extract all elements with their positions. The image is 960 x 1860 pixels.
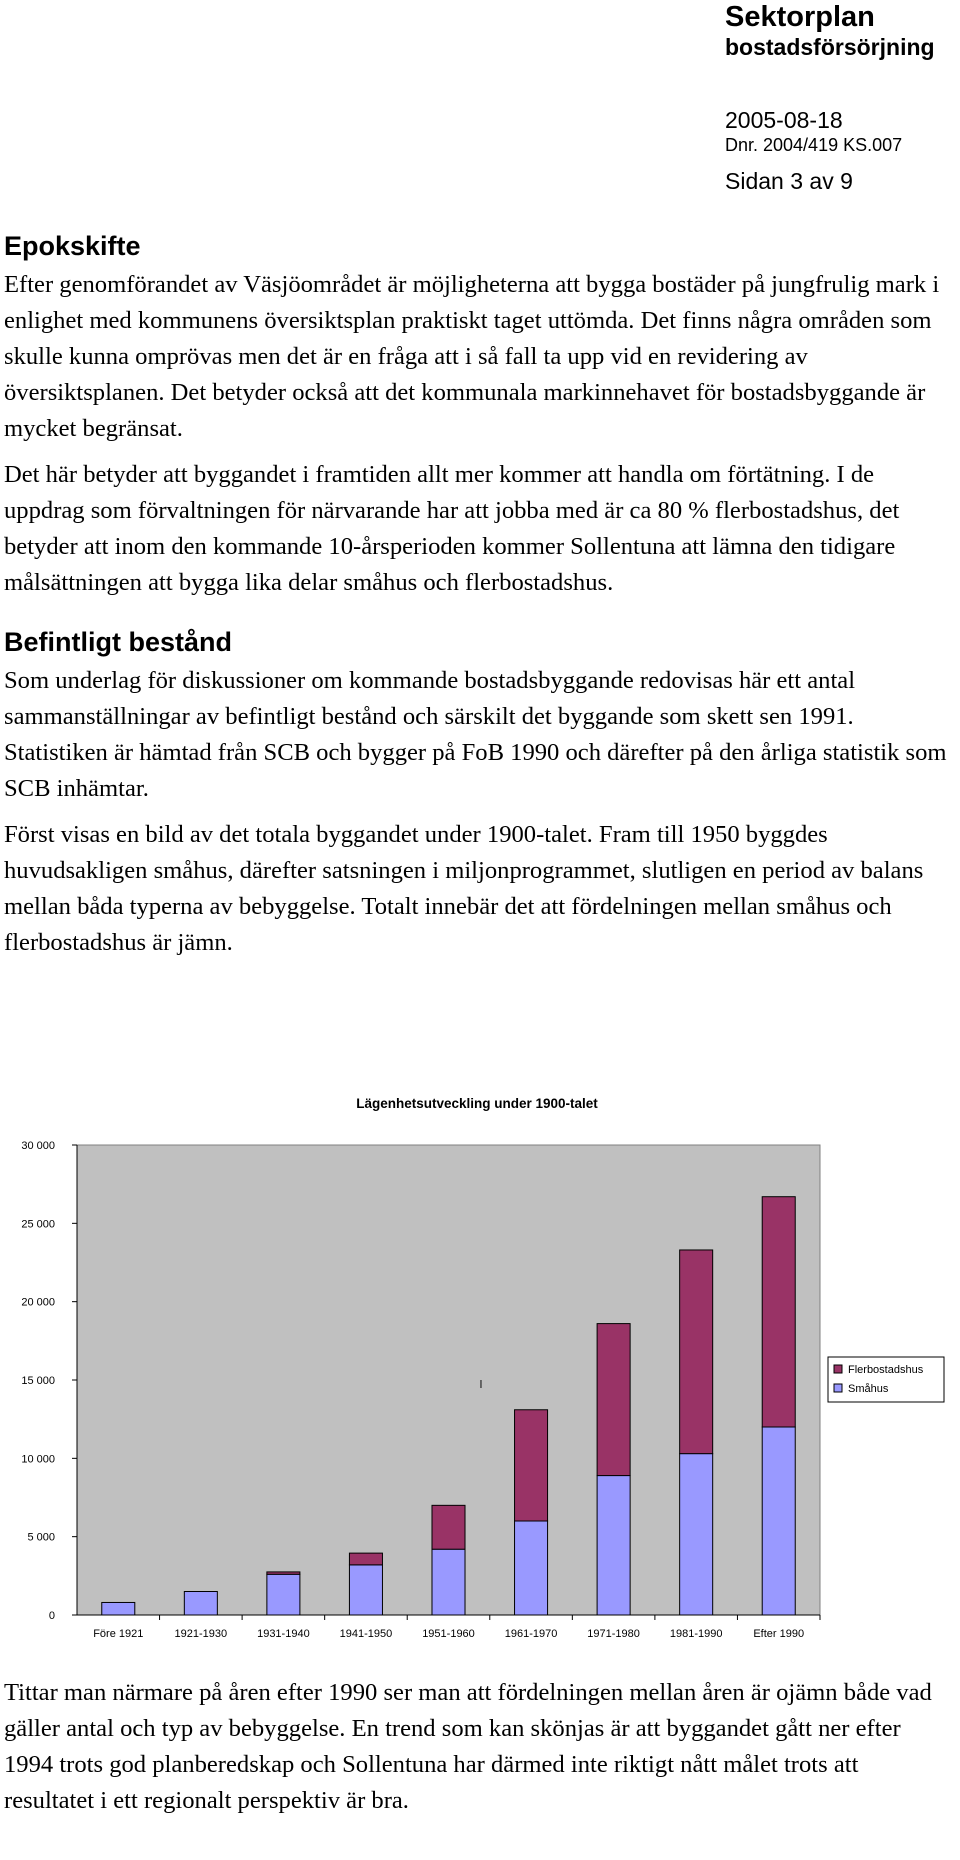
y-tick-label: 25 000 (21, 1218, 55, 1231)
legend-swatch (834, 1384, 842, 1392)
paragraph-befintligt-2: Först visas en bild av det totala byggandet under 1900-talet. Fram till 1950 byggdes huvudsakligen småhus, därefter satsningen i miljonprogrammet, slutligen en period av balans mellan båda typerna av bebyggelse. Totalt innebär det att fördelningen mellan småhus och flerbostadshus är jämn. (4, 821, 924, 956)
bar-segment (680, 1250, 713, 1454)
y-tick-label: 5 000 (27, 1531, 55, 1544)
paragraph-befintligt-1: Som underlag för diskussioner om kommande bostadsbyggande redovisas här ett antal sammanställningar av befintligt bestånd och särskilt det byggande som skett sen 1991. Statistiken är hämtad från SCB och bygger på FoB 1990 och därefter på den årliga statistik som SCB inhämtar. (4, 667, 947, 802)
document-title: Sektorplan (725, 1, 875, 33)
bar-segment (267, 1572, 300, 1574)
paragraph-closing: Tittar man närmare på åren efter 1990 ser man att fördelningen mellan åren är ojämn både vad gäller antal och typ av bebyggelse. En trend som kan skönjas är att byggandet gått ner efter 1994 trots god planberedskap och Sollentuna har därmed inte riktigt nått målet trots att resultatet i ett regionalt perspektiv är bra. (4, 1679, 932, 1814)
legend-label: Småhus (848, 1383, 889, 1395)
bar-segment (267, 1574, 300, 1615)
bar-chart-svg (0, 1085, 960, 1665)
document-body (4, 225, 949, 971)
section-heading-epokskifte: Epokskifte (4, 231, 141, 261)
y-tick-label: 10 000 (21, 1453, 55, 1466)
chart-annotation: l (479, 1379, 483, 1391)
x-tick-label: 1981-1990 (669, 1628, 723, 1640)
bar-segment (349, 1565, 382, 1615)
x-tick-label: 1951-1960 (422, 1628, 475, 1640)
x-tick-label: 1921-1930 (174, 1628, 228, 1640)
page-number: Sidan 3 av 9 (725, 168, 853, 194)
document-header (725, 0, 960, 196)
bar-segment (680, 1454, 713, 1615)
x-tick-label: 1931-1940 (257, 1628, 310, 1640)
chart (0, 1085, 960, 1665)
bar-segment (184, 1592, 217, 1616)
bar-segment (762, 1197, 795, 1427)
bar-segment (515, 1521, 548, 1615)
paragraph-epokskifte-1: Efter genomförandet av Väsjöområdet är möjligheterna att bygga bostäder på jungfrulig mark i enlighet med kommunens översiktsplan praktiskt taget uttömda. Det finns några områden som skulle kunna omprövas men det är en fråga att i så fall ta upp vid en revidering av översiktsplanen. Det betyder också att det kommunala markinnehavet för bostadsbyggande är mycket begränsat. (4, 271, 940, 442)
bar-segment (432, 1505, 465, 1549)
paragraph-epokskifte-2: Det här betyder att byggandet i framtiden allt mer kommer att handla om förtätning. I de uppdrag som förvaltningen för närvarande har att jobba med är ca 80 % flerbostadshus, det betyder att inom den kommande 10-årsperioden kommer Sollentuna att lämna den tidigare målsättningen att bygga lika delar småhus och flerbostadshus. (4, 461, 900, 596)
bar-segment (349, 1553, 382, 1565)
y-tick-label: 15 000 (21, 1375, 55, 1387)
closing-section (4, 1675, 949, 1829)
legend-swatch (834, 1365, 842, 1373)
section-heading-befintligt: Befintligt bestånd (4, 627, 232, 657)
x-tick-label: Efter 1990 (753, 1628, 805, 1640)
x-tick-label: 1961-1970 (504, 1628, 558, 1640)
bar-segment (432, 1549, 465, 1615)
x-tick-label: 1971-1980 (587, 1628, 640, 1640)
bar-segment (597, 1476, 630, 1615)
document-dnr: Dnr. 2004/419 KS.007 (725, 135, 903, 155)
legend-label: Flerbostadshus (848, 1364, 924, 1376)
bar-segment (515, 1410, 548, 1521)
document-subtitle: bostadsförsörjning (725, 34, 935, 60)
x-tick-label: 1941-1950 (339, 1628, 393, 1640)
chart-title: Lägenhetsutveckling under 1900-talet (356, 1096, 598, 1111)
bar-segment (102, 1602, 135, 1615)
x-tick-label: Före 1921 (93, 1628, 144, 1640)
document-date: 2005-08-18 (725, 107, 843, 133)
bar-segment (597, 1324, 630, 1476)
y-tick-label: 0 (48, 1610, 55, 1622)
y-tick-label: 30 000 (21, 1140, 55, 1152)
y-tick-label: 20 000 (21, 1296, 55, 1309)
bar-segment (762, 1427, 795, 1615)
